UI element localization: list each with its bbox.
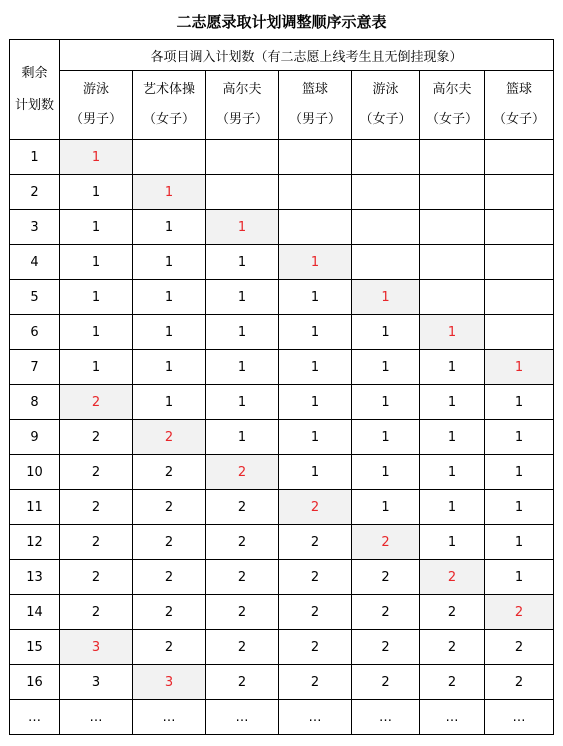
plan-count-cell: 3: [133, 665, 206, 700]
plan-count-cell: 1: [352, 420, 420, 455]
column-header-gender: （女子）: [493, 112, 546, 127]
plan-count-cell: 1: [133, 280, 206, 315]
plan-count-cell: 1: [279, 245, 352, 280]
table-row: [10, 280, 554, 315]
plan-count-cell: 2: [133, 455, 206, 490]
plan-count-cell: 2: [60, 420, 133, 455]
remaining-count-cell: 7: [10, 350, 60, 385]
plan-count-cell: 1: [352, 385, 420, 420]
plan-count-cell: 1: [206, 385, 279, 420]
remaining-count-cell: 13: [10, 560, 60, 595]
plan-count-cell: [485, 140, 554, 175]
remaining-count-cell: 1: [10, 140, 60, 175]
plan-count-cell: 2: [206, 595, 279, 630]
plan-count-cell: 1: [485, 560, 554, 595]
column-header-gender: （男子）: [69, 112, 122, 127]
column-header-sport: 游泳: [372, 82, 399, 97]
plan-count-cell: …: [60, 700, 133, 735]
remaining-count-cell: 16: [10, 665, 60, 700]
plan-count-cell: [485, 245, 554, 280]
remaining-count-cell: 10: [10, 455, 60, 490]
column-header-gender: （男子）: [215, 112, 268, 127]
table-row: [10, 700, 554, 735]
remaining-count-cell: 8: [10, 385, 60, 420]
plan-count-cell: [133, 140, 206, 175]
plan-count-cell: 1: [133, 350, 206, 385]
plan-count-cell: 2: [133, 595, 206, 630]
plan-count-cell: [420, 245, 485, 280]
plan-count-cell: 1: [60, 280, 133, 315]
plan-count-cell: 1: [352, 280, 420, 315]
remaining-count-cell: 6: [10, 315, 60, 350]
plan-count-cell: 1: [60, 140, 133, 175]
plan-count-cell: 1: [206, 350, 279, 385]
plan-count-cell: 1: [352, 455, 420, 490]
table-row: [10, 455, 554, 490]
plan-count-cell: 1: [485, 420, 554, 455]
plan-count-cell: 1: [133, 245, 206, 280]
column-header-gender: （女子）: [359, 112, 412, 127]
plan-count-cell: …: [420, 700, 485, 735]
plan-count-cell: 1: [485, 455, 554, 490]
plan-count-cell: [485, 210, 554, 245]
plan-count-cell: [352, 175, 420, 210]
plan-count-cell: 2: [279, 560, 352, 595]
plan-count-cell: [352, 245, 420, 280]
remaining-count-cell: 14: [10, 595, 60, 630]
table-row: [10, 175, 554, 210]
remaining-count-cell: 12: [10, 525, 60, 560]
plan-count-cell: 1: [279, 280, 352, 315]
plan-count-cell: 3: [60, 630, 133, 665]
plan-count-cell: 2: [352, 665, 420, 700]
plan-count-cell: 2: [352, 595, 420, 630]
plan-count-cell: 2: [206, 525, 279, 560]
plan-count-cell: 1: [60, 210, 133, 245]
table-row: [10, 525, 554, 560]
column-header: [352, 71, 420, 140]
plan-count-cell: 1: [60, 175, 133, 210]
plan-count-cell: …: [133, 700, 206, 735]
plan-count-cell: 1: [352, 490, 420, 525]
column-header: [206, 71, 279, 140]
column-header-sport: 高尔夫: [432, 82, 472, 97]
column-header-sport: 艺术体操: [142, 82, 195, 97]
plan-count-cell: 1: [420, 385, 485, 420]
plan-count-cell: 1: [279, 315, 352, 350]
plan-count-cell: 1: [485, 490, 554, 525]
plan-count-cell: 2: [352, 560, 420, 595]
plan-count-cell: 2: [206, 455, 279, 490]
plan-count-cell: 2: [279, 630, 352, 665]
plan-count-cell: 2: [133, 560, 206, 595]
column-header-sport: 高尔夫: [222, 82, 262, 97]
plan-count-cell: 2: [206, 665, 279, 700]
plan-count-cell: 2: [60, 525, 133, 560]
plan-count-cell: 1: [279, 420, 352, 455]
plan-count-cell: 3: [60, 665, 133, 700]
table-row: [10, 560, 554, 595]
remaining-plan-header: [10, 40, 60, 140]
plan-count-cell: [206, 175, 279, 210]
column-header-sport: 篮球: [301, 82, 328, 97]
column-header: [485, 71, 554, 140]
table-row: [10, 385, 554, 420]
plan-count-cell: 2: [206, 630, 279, 665]
plan-count-cell: 2: [60, 595, 133, 630]
plan-count-cell: 1: [133, 385, 206, 420]
column-header: [420, 71, 485, 140]
plan-count-cell: [485, 175, 554, 210]
remaining-count-cell: 15: [10, 630, 60, 665]
plan-count-cell: …: [279, 700, 352, 735]
plan-count-cell: 1: [420, 455, 485, 490]
plan-count-cell: [352, 210, 420, 245]
remaining-count-cell: …: [10, 700, 60, 735]
plan-count-cell: 2: [485, 630, 554, 665]
plan-count-cell: 1: [279, 455, 352, 490]
plan-count-cell: 1: [206, 280, 279, 315]
remaining-count-cell: 4: [10, 245, 60, 280]
plan-count-cell: 1: [420, 315, 485, 350]
plan-count-cell: 1: [420, 350, 485, 385]
remaining-plan-header-line2: 计划数: [14, 97, 54, 113]
plan-count-cell: [420, 280, 485, 315]
plan-count-cell: 1: [352, 315, 420, 350]
plan-count-cell: 1: [485, 350, 554, 385]
plan-count-cell: 1: [279, 385, 352, 420]
plan-count-cell: 1: [133, 210, 206, 245]
plan-count-cell: [485, 315, 554, 350]
plan-count-cell: 1: [60, 350, 133, 385]
plan-count-cell: 1: [133, 315, 206, 350]
plan-count-cell: 1: [60, 315, 133, 350]
remaining-count-cell: 9: [10, 420, 60, 455]
table-row: [10, 350, 554, 385]
plan-count-cell: 1: [485, 525, 554, 560]
table-row: [10, 210, 554, 245]
column-header-sport: 篮球: [506, 82, 533, 97]
plan-count-cell: 2: [485, 665, 554, 700]
plan-count-cell: 2: [420, 560, 485, 595]
plan-count-cell: [420, 210, 485, 245]
plan-count-cell: 1: [206, 210, 279, 245]
plan-count-cell: [420, 175, 485, 210]
plan-count-cell: [485, 280, 554, 315]
column-header: [279, 71, 352, 140]
column-header-gender: （女子）: [425, 112, 478, 127]
plan-count-cell: 1: [352, 350, 420, 385]
allocation-table: [9, 39, 554, 735]
plan-count-cell: 2: [133, 420, 206, 455]
plan-count-cell: 1: [279, 350, 352, 385]
table-row: [10, 140, 554, 175]
remaining-count-cell: 11: [10, 490, 60, 525]
plan-count-cell: 1: [420, 420, 485, 455]
plan-count-cell: 1: [206, 420, 279, 455]
plan-count-cell: 2: [206, 490, 279, 525]
column-header-gender: （男子）: [288, 112, 341, 127]
plan-count-cell: 2: [279, 595, 352, 630]
plan-count-cell: 2: [60, 560, 133, 595]
plan-count-cell: 2: [133, 630, 206, 665]
remaining-count-cell: 2: [10, 175, 60, 210]
remaining-plan-header-line1: 剩余: [21, 65, 48, 81]
plan-count-cell: 1: [420, 490, 485, 525]
plan-count-cell: [279, 140, 352, 175]
column-header: [133, 71, 206, 140]
table-row: [10, 315, 554, 350]
plan-count-cell: 2: [133, 525, 206, 560]
plan-count-cell: 2: [352, 525, 420, 560]
plan-count-cell: …: [352, 700, 420, 735]
plan-count-cell: 2: [279, 665, 352, 700]
plan-count-cell: 1: [133, 175, 206, 210]
plan-count-cell: 2: [60, 385, 133, 420]
plan-count-cell: [352, 140, 420, 175]
plan-count-cell: 1: [206, 245, 279, 280]
table-title: 二志愿录取计划调整顺序示意表: [176, 13, 387, 31]
table-row: [10, 245, 554, 280]
plan-count-cell: 2: [279, 490, 352, 525]
column-header-sport: 游泳: [82, 82, 109, 97]
plan-count-cell: [279, 210, 352, 245]
plan-count-cell: 1: [206, 315, 279, 350]
remaining-count-cell: 5: [10, 280, 60, 315]
plan-count-cell: 2: [420, 665, 485, 700]
plan-count-cell: 2: [60, 490, 133, 525]
plan-count-cell: 2: [420, 630, 485, 665]
transfer-plan-header: 各项目调入计划数（有二志愿上线考生且无倒挂现象）: [60, 40, 554, 71]
plan-count-cell: 2: [279, 525, 352, 560]
table-row: [10, 595, 554, 630]
plan-count-cell: …: [206, 700, 279, 735]
plan-count-cell: 1: [420, 525, 485, 560]
table-row: [10, 665, 554, 700]
plan-count-cell: …: [485, 700, 554, 735]
plan-count-cell: 1: [485, 385, 554, 420]
remaining-count-cell: 3: [10, 210, 60, 245]
table-row: [10, 630, 554, 665]
plan-count-cell: [279, 175, 352, 210]
plan-count-cell: 2: [206, 560, 279, 595]
plan-count-cell: [420, 140, 485, 175]
column-header-gender: （女子）: [142, 112, 195, 127]
plan-count-cell: 2: [60, 455, 133, 490]
plan-count-cell: 2: [352, 630, 420, 665]
plan-count-cell: 1: [60, 245, 133, 280]
plan-count-cell: [206, 140, 279, 175]
table-row: [10, 420, 554, 455]
table-row: [10, 490, 554, 525]
plan-count-cell: 2: [133, 490, 206, 525]
plan-count-cell: 2: [420, 595, 485, 630]
column-header: [60, 71, 133, 140]
plan-count-cell: 2: [485, 595, 554, 630]
